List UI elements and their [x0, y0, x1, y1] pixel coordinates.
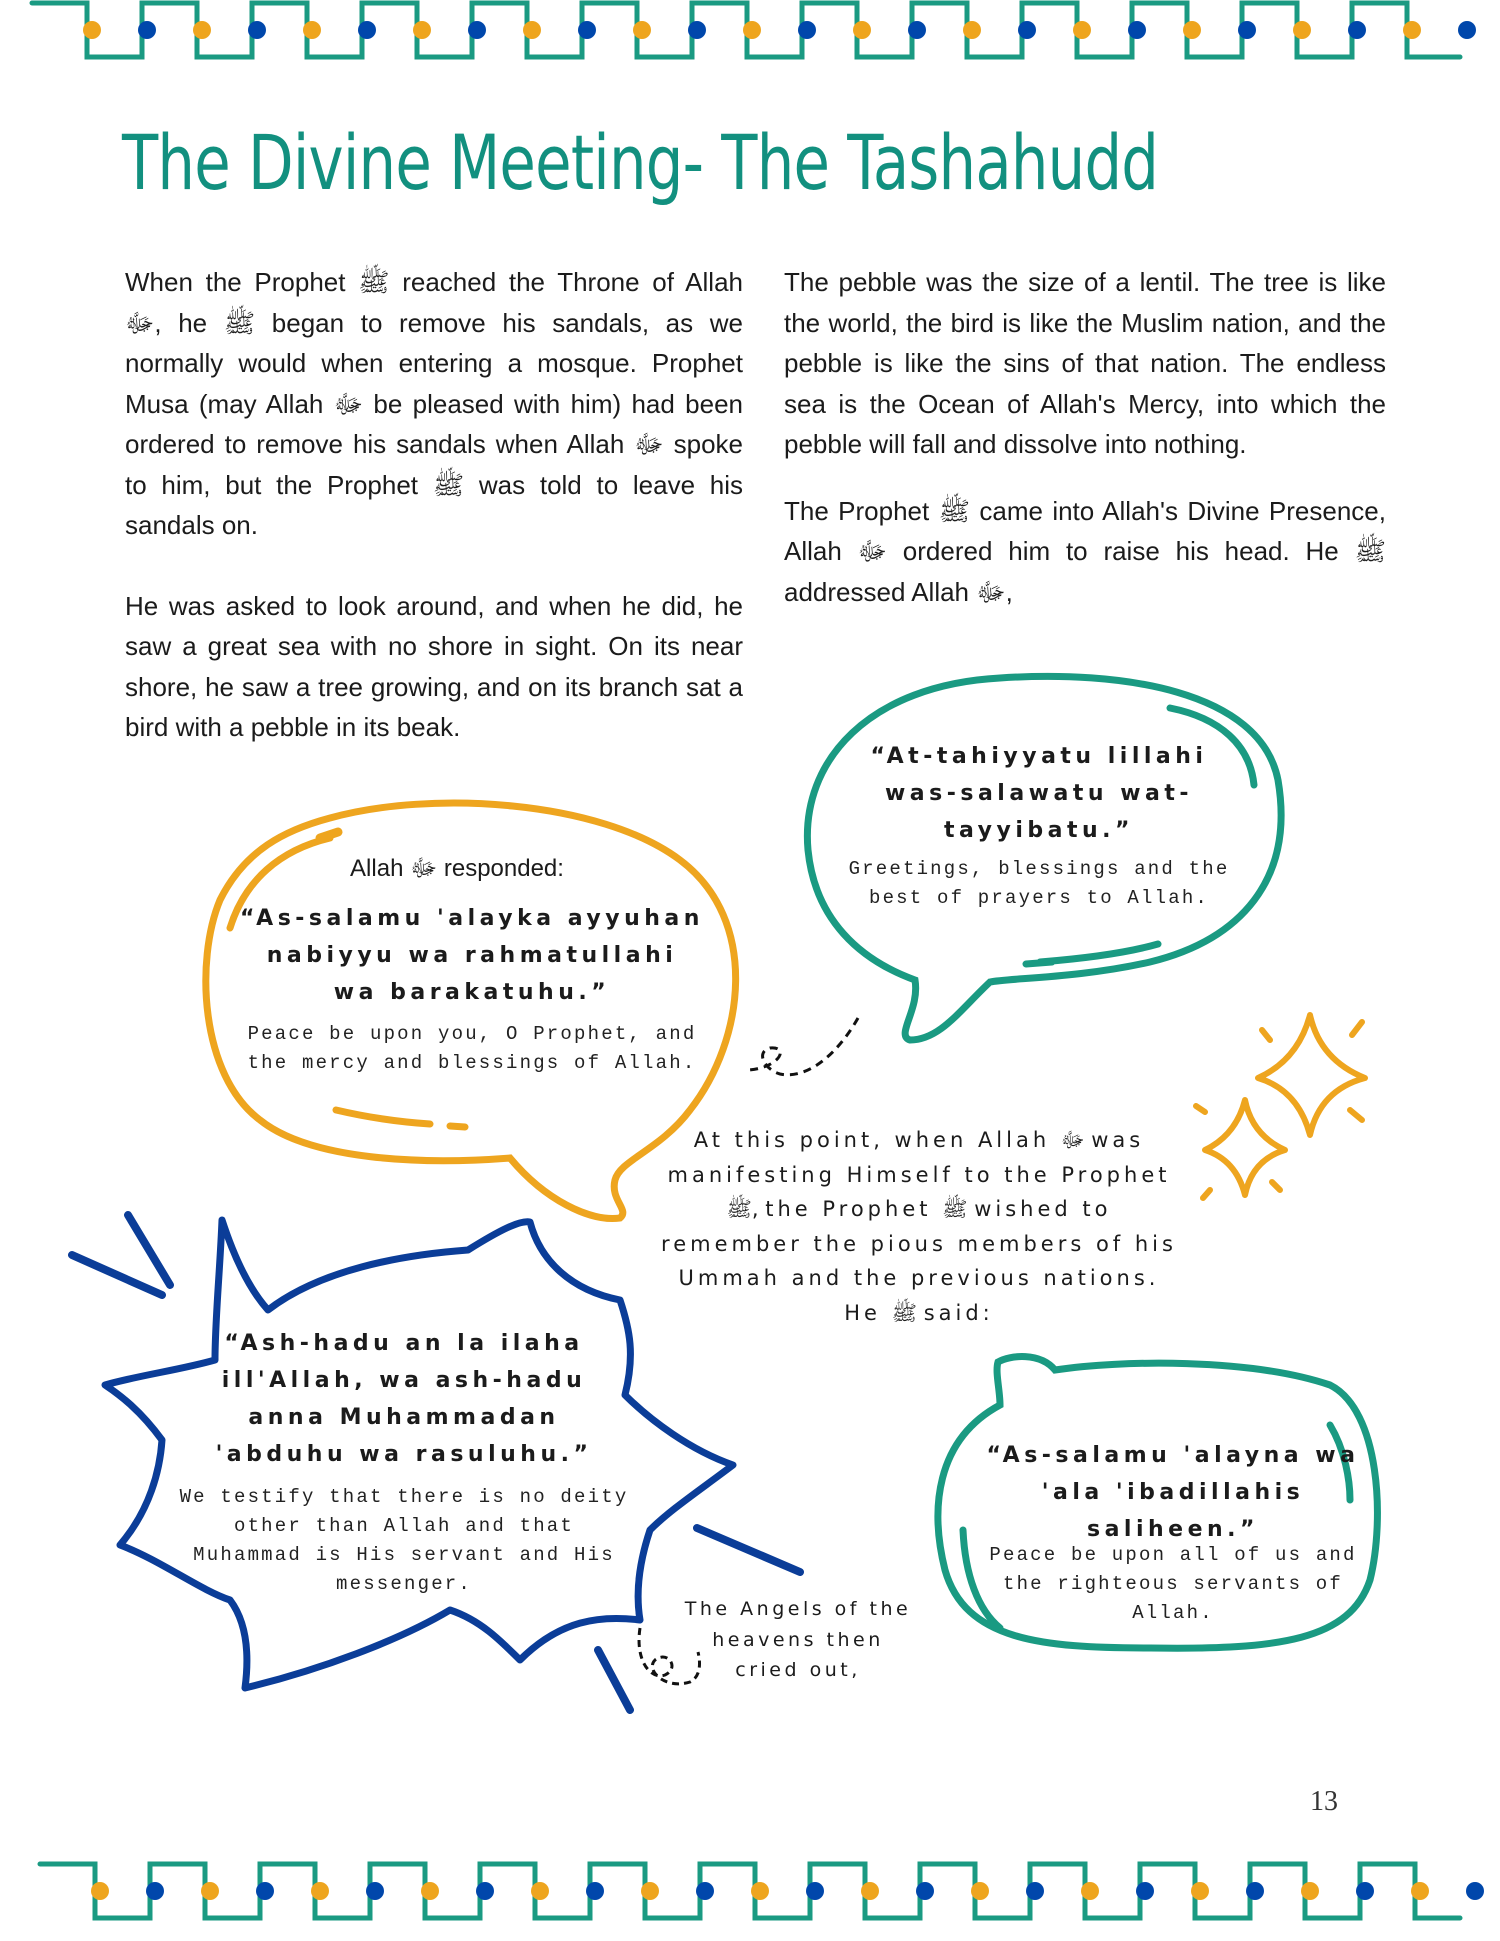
shahada-quote [216, 1325, 593, 1473]
border-dot [311, 1882, 329, 1900]
border-dot [138, 21, 156, 39]
sparkle-icons [1196, 1015, 1365, 1198]
translation-line: the righteous servants of [1002, 1573, 1344, 1595]
page-number: 13 [1310, 1786, 1338, 1817]
narration-line: heavens then [712, 1628, 884, 1651]
narration-line: The Angels of the [684, 1598, 912, 1620]
quote-line: anna Muhammadan [248, 1405, 560, 1430]
narration-line: ﷺ, the Prophet ﷺ wished to [726, 1197, 1112, 1222]
narration-line: cried out, [735, 1659, 861, 1681]
translation-line: messenger. [335, 1573, 473, 1595]
quote-line: 'abduhu wa rasuluhu.” [215, 1442, 593, 1467]
tahiyyat-quote [871, 738, 1208, 849]
quote-line: tayyibatu.” [943, 818, 1134, 843]
border-dot [146, 1882, 164, 1900]
border-dot [256, 1882, 274, 1900]
border-dot [633, 21, 651, 39]
shahada-translation [180, 1483, 629, 1599]
border-dot [531, 1882, 549, 1900]
border-dot [193, 21, 211, 39]
border-dot [641, 1882, 659, 1900]
right-column [784, 262, 1386, 638]
quote-line: wa barakatuhu.” [333, 980, 611, 1005]
paragraph: When the Prophet ﷺ reached the Throne of Allah ﷻ, he ﷺ began to remove his sandals, as we normally would when entering a mosque. Prophet Musa (may Allah ﷻ be pleased with him) had been ordered to remove his sandals when Allah ﷻ spoke to him, but the Prophet ﷺ was told to leave his sandals on. [125, 267, 744, 540]
quote-line: “As-salamu 'alayka ayyuhan [240, 906, 704, 931]
border-dot [1026, 1882, 1044, 1900]
border-dot [798, 21, 816, 39]
middle-narration [661, 1123, 1177, 1331]
border-dot [1356, 1882, 1374, 1900]
paragraph: The pebble was the size of a lentil. The tree is like the world, the bird is like the Muslim nation, and the pebble is like the sins of that nation. The endless sea is the Ocean of Allah's Mercy, into which the pebble will fall and dissolve into nothing. [784, 267, 1386, 459]
border-dot [1191, 1882, 1209, 1900]
narration-line: Ummah and the previous nations. [678, 1266, 1160, 1291]
border-dot [1081, 1882, 1099, 1900]
border-dot [1136, 1882, 1154, 1900]
translation-line: the mercy and blessings of Allah. [247, 1052, 697, 1074]
border-dot [1348, 21, 1366, 39]
border-dot [908, 21, 926, 39]
border-dot [201, 1882, 219, 1900]
quote-line: 'ala 'ibadillahis [1041, 1480, 1305, 1505]
quote-line: was-salawatu wat- [884, 781, 1194, 806]
paragraph: The Prophet ﷺ came into Allah's Divine Presence, Allah ﷻ ordered him to raise his head. He ﷺ addressed Allah ﷻ, [784, 495, 1387, 607]
border-dot [916, 1882, 934, 1900]
translation-line: Muhammad is His servant and His [193, 1544, 615, 1566]
border-dot [1238, 21, 1256, 39]
border-dot [1246, 1882, 1264, 1900]
alayna-quote [987, 1437, 1360, 1548]
left-column [125, 262, 743, 774]
border-dot [1073, 21, 1091, 39]
border-dot [303, 21, 321, 39]
translation-line: best of prayers to Allah. [868, 887, 1210, 909]
translation-line: Greetings, blessings and the [848, 858, 1230, 880]
paragraph: He was asked to look around, and when he did, he saw a great sea with no shore in sight. On its near shore, he saw a tree growing, and on its branch sat a bird with a pebble in its beak. [125, 590, 743, 742]
narration-line: manifesting Himself to the Prophet [667, 1162, 1171, 1187]
quote-line: ill'Allah, wa ash-hadu [221, 1368, 587, 1393]
border-dot [1458, 21, 1476, 39]
page-title: The Divine Meeting- The Tashahudd [122, 118, 1159, 207]
border-dot [1403, 21, 1421, 39]
border-dot [578, 21, 596, 39]
border-dot [248, 21, 266, 39]
border-dot [688, 21, 706, 39]
border-dot [476, 1882, 494, 1900]
response-translation [248, 1020, 697, 1078]
border-dot [91, 1882, 109, 1900]
translation-line: Peace be upon all of us and [989, 1544, 1357, 1566]
border-dot [358, 21, 376, 39]
border-dot [751, 1882, 769, 1900]
border-dot [743, 21, 761, 39]
border-dot [971, 1882, 989, 1900]
angels-narration [685, 1594, 911, 1686]
border-dot [83, 21, 101, 39]
alayna-translation [989, 1541, 1356, 1628]
border-dot [1018, 21, 1036, 39]
border-dot [861, 1882, 879, 1900]
quote-line: “At-tahiyyatu lillahi [870, 744, 1208, 769]
border-dot [853, 21, 871, 39]
border-dot [806, 1882, 824, 1900]
translation-line: We testify that there is no deity [179, 1486, 629, 1508]
response-lead: Allah ﷻ responded: [350, 855, 564, 882]
border-dot [413, 21, 431, 39]
border-dot [1293, 21, 1311, 39]
border-dot [1128, 21, 1146, 39]
border-dot [1183, 21, 1201, 39]
border-dot [523, 21, 541, 39]
narration-line: He ﷺ said: [844, 1300, 994, 1325]
narration-line: remember the pious members of his [661, 1231, 1177, 1256]
quote-line: saliheen.” [1086, 1517, 1260, 1542]
quote-line: “Ash-hadu an la ilaha [224, 1331, 584, 1356]
border-dot [586, 1882, 604, 1900]
quote-line: nabiyyu wa rahmatullahi [266, 943, 678, 968]
border-dot [963, 21, 981, 39]
border-dot [1411, 1882, 1429, 1900]
tahiyyat-translation [849, 855, 1230, 913]
border-dot [421, 1882, 439, 1900]
border-dot [1466, 1882, 1484, 1900]
border-dot [696, 1882, 714, 1900]
border-dot [366, 1882, 384, 1900]
translation-line: Allah. [1132, 1602, 1214, 1624]
translation-line: other than Allah and that [233, 1515, 575, 1537]
response-quote [240, 900, 704, 1011]
quote-line: “As-salamu 'alayna wa [986, 1443, 1360, 1468]
border-dot [468, 21, 486, 39]
border-dot [1301, 1882, 1319, 1900]
dashed-loop-connector [748, 1018, 858, 1075]
translation-line: Peace be upon you, O Prophet, and [247, 1023, 697, 1045]
narration-line: At this point, when Allah ﷻ was [693, 1128, 1145, 1152]
